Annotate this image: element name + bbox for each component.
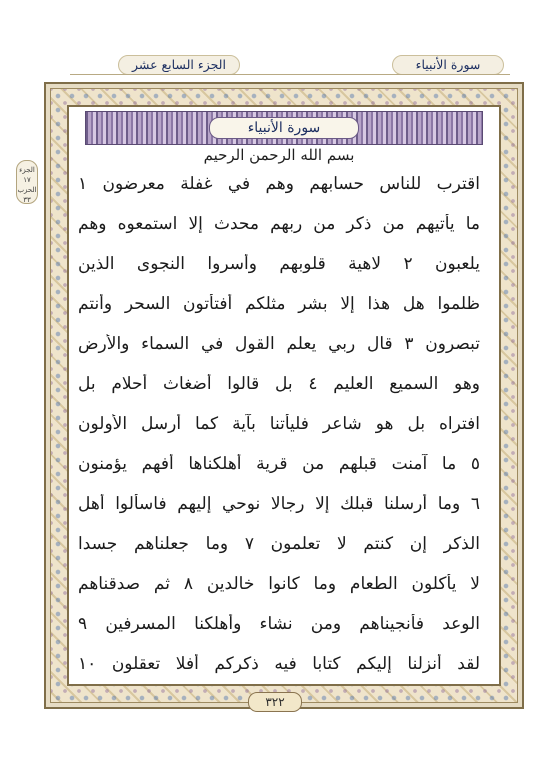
text-line-4: ظلموا هل هذا إلا بشر مثلكم أفتأتون السحر وأنتم (78, 294, 480, 314)
text-line-3: يلعبون ٢ لاهية قلوبهم وأسروا النجوى الذين (78, 254, 480, 274)
text-line-1: اقترب للناس حسابهم وهم في غفلة معرضون ١ (78, 174, 480, 194)
text-line-9: ٦ وما أرسلنا قبلك إلا رجالا نوحي إليهم فاسألوا أهل (78, 494, 480, 514)
text-line-8: ٥ ما آمنت قبلهم من قرية أهلكناها أفهم يؤمنون (78, 454, 480, 474)
text-line-12: الوعد فأنجيناهم ومن نشاء وأهلكنا المسرفين ٩ (78, 614, 480, 634)
surah-name-label: سورة الأنبياء (209, 117, 359, 139)
basmala: بسم الله الرحمن الرحيم (203, 146, 355, 164)
juz-title: الجزء السابع عشر (118, 55, 240, 75)
text-line-5: تبصرون ٣ قال ربي يعلم القول في السماء والأرض (78, 334, 480, 354)
hizb-marker-line: الحزب ٣٣ (17, 186, 37, 204)
text-line-6: وهو السميع العليم ٤ بل قالوا أضغاث أحلام بل (78, 374, 480, 394)
verse-text-area (78, 140, 480, 680)
text-line-11: لا يأكلون الطعام وما كانوا خالدين ٨ ثم صدقناهم (78, 574, 480, 594)
page-header (70, 54, 510, 76)
text-line-10: الذكر إن كنتم لا تعلمون ٧ وما جعلناهم جسدا (78, 534, 480, 554)
header-divider (70, 74, 510, 75)
text-line-13: لقد أنزلنا إليكم كتابا فيه ذكركم أفلا تعقلون ١٠ (78, 654, 480, 674)
text-line-2: ما يأتيهم من ذكر من ربهم محدث إلا استمعوه وهم (78, 214, 480, 234)
surah-title-header: سورة الأنبياء (392, 55, 504, 75)
page-number: ٣٢٢ (248, 692, 302, 712)
text-line-7: افتراه بل هو شاعر فليأتنا بآية كما أرسل الأولون (78, 414, 480, 434)
juz-hizb-marker (16, 160, 38, 204)
juz-marker-line: الجزء ١٧ (19, 166, 35, 184)
